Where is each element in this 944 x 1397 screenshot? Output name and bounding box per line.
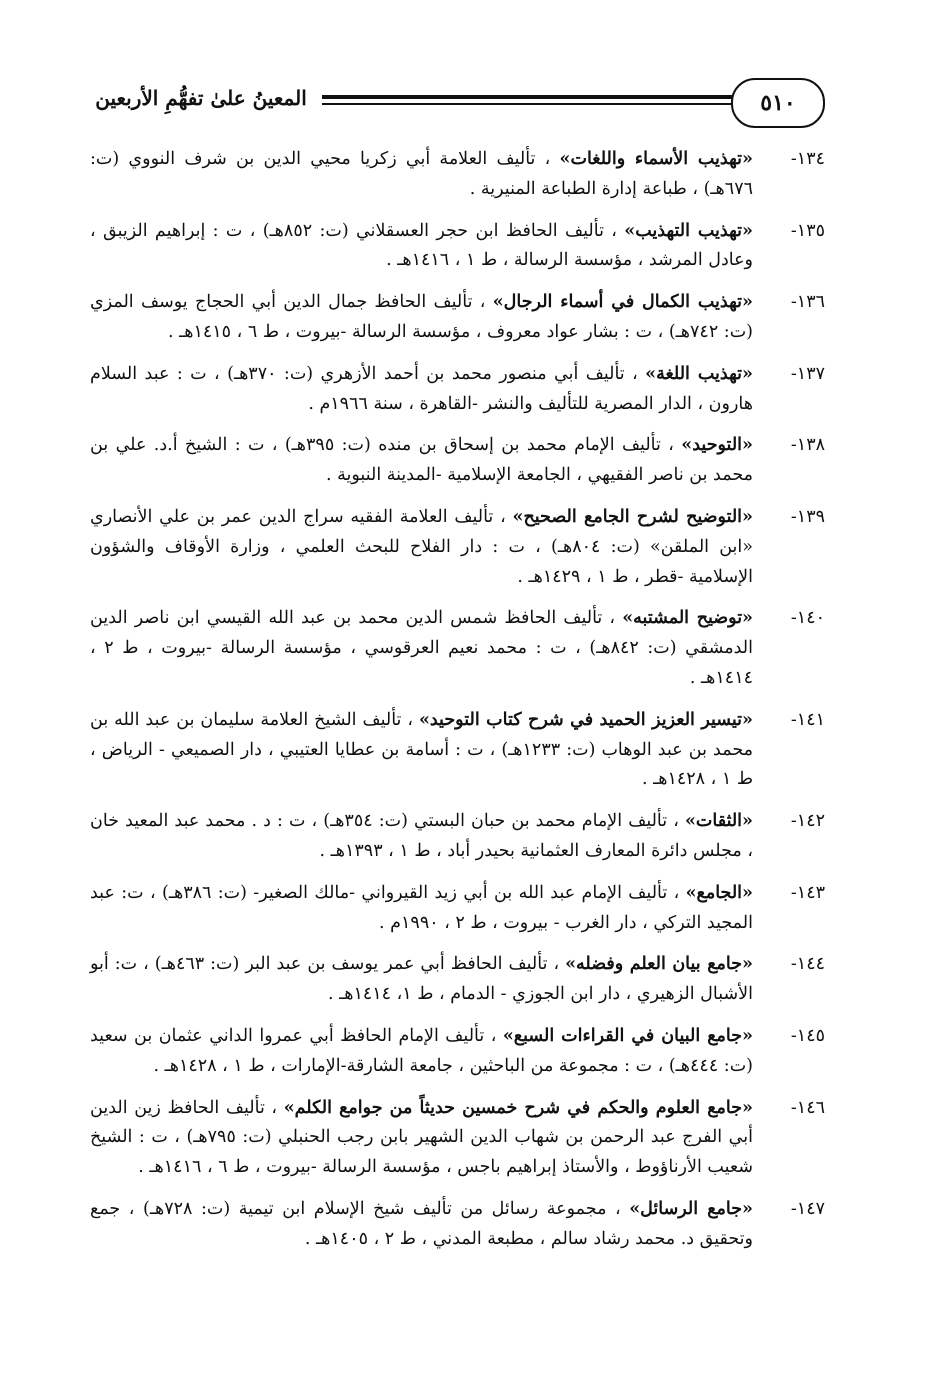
entry-details: ، تأليف الحافظ شمس الدين محمد بن عبد الله القيسي ابن ناصر الدين الدمشقي (ت: ٨٤٢هـ) ، ت : محمد نعيم العرقوسي ، مؤسسة الرسالة -بيروت ، ط ٢ ، ١٤١٤هـ .	[90, 608, 753, 688]
bibliography-entry	[90, 217, 825, 277]
bibliography-entry	[90, 807, 825, 867]
entry-number: ١٣٩-	[790, 506, 825, 527]
entry-number: ١٤٧-	[790, 1198, 825, 1219]
bibliography-entry	[90, 1094, 825, 1183]
bibliography-entry	[90, 950, 825, 1010]
bibliography-entry	[90, 145, 825, 205]
bibliography-entry	[90, 360, 825, 420]
bibliography-entry	[90, 604, 825, 693]
bibliography-entry	[90, 1195, 825, 1255]
entry-title: «جامع الرسائل»	[629, 1198, 753, 1219]
entry-title: «جامع العلوم والحكم في شرح خمسين حديثاً من جوامع الكلم»	[283, 1097, 753, 1118]
entry-number: ١٤٣-	[790, 882, 825, 903]
page-number: ٥١٠	[731, 78, 825, 128]
entry-title: «الثقات»	[684, 811, 753, 832]
entry-title: «جامع البيان في القراءات السبع»	[502, 1025, 753, 1046]
entry-number: ١٤٥-	[790, 1025, 825, 1046]
running-title: المعينُ علىٰ تفهُّمِ الأربعين	[95, 86, 307, 110]
entry-number: ١٣٧-	[790, 363, 825, 384]
bibliography-entry	[90, 431, 825, 491]
entry-title: «تهذيب اللغة»	[645, 363, 753, 384]
bibliography-entry	[90, 879, 825, 939]
entry-details: ، تأليف الإمام محمد بن إسحاق بن منده (ت: ٣٩٥هـ) ، ت : الشيخ أ.د. علي بن محمد بن ناصر الفقيهي ، الجامعة الإسلامية -المدينة النبوية .	[90, 435, 753, 486]
entry-number: ١٣٤-	[790, 149, 825, 169]
entry-details: ، تأليف الإمام محمد بن حبان البستي (ت: ٣٥٤هـ) ، ت : د . محمد عبد المعيد خان ، مجلس دائرة المعارف العثمانية بحيدر أباد ، ط ١ ، ١٣٩٣هـ .	[90, 811, 753, 861]
entry-number: ١٤٦-	[790, 1097, 825, 1118]
bibliography-list	[90, 145, 825, 1267]
entry-details: ، تأليف الحافظ جمال الدين أبي الحجاج يوسف المزي (ت: ٧٤٢هـ) ، ت : بشار عواد معروف ، مؤسسة الرسالة -بيروت ، ط ٦ ، ١٤١٥هـ .	[90, 292, 753, 342]
bibliography-entry	[90, 1022, 825, 1082]
page-header	[90, 78, 825, 126]
entry-number: ١٤٢-	[790, 811, 825, 832]
entry-number: ١٤٤-	[790, 954, 825, 975]
entry-title: «التوحيد»	[681, 435, 753, 456]
entry-title: «تيسير العزيز الحميد في شرح كتاب التوحيد»	[418, 709, 753, 730]
entry-details: ، تأليف أبي منصور محمد بن أحمد الأزهري (ت: ٣٧٠هـ) ، ت : عبد السلام هارون ، الدار المصرية للتأليف والنشر -القاهرة ، سنة ١٩٦٦م .	[90, 363, 753, 414]
entry-details: ، مجموعة رسائل من تأليف شيخ الإسلام ابن تيمية (ت: ٧٢٨هـ) ، جمع وتحقيق د. محمد رشاد سالم ، مطبعة المدني ، ط ٢ ، ١٤٠٥هـ .	[90, 1198, 753, 1249]
header-rule	[322, 95, 733, 107]
entry-details: ، تأليف الإمام عبد الله بن أبي زيد القيرواني -مالك الصغير- (ت: ٣٨٦هـ) ، ت: عبد المجيد التركي ، دار الغرب - بيروت ، ط ٢ ، ١٩٩٠م .	[90, 882, 753, 933]
entry-title: «جامع بيان العلم وفضله»	[565, 954, 753, 975]
entry-title: «تهذيب التهذيب»	[624, 220, 753, 241]
entry-title: «توضيح المشتبه»	[622, 608, 753, 629]
entry-details: ، تأليف الحافظ ابن حجر العسقلاني (ت: ٨٥٢هـ) ، ت : إبراهيم الزيبق ، وعادل المرشد ، مؤسسة الرسالة ، ط ١ ، ١٤١٦هـ .	[90, 220, 753, 271]
entry-number: ١٤٠-	[790, 608, 825, 629]
bibliography-entry	[90, 706, 825, 795]
entry-number: ١٤١-	[790, 709, 825, 730]
entry-details: ، تأليف الحافظ زين الدين أبي الفرج عبد الرحمن بن شهاب الدين الشهير بابن رجب الحنبلي (ت: ٧٩٥هـ) ، ت : الشيخ شعيب الأرناؤوط ، والأستاذ إبراهيم باجس ، مؤسسة الرسالة -بيروت ، ط ٦ ، ١٤١٦هـ .	[90, 1097, 753, 1178]
entry-number: ١٣٥-	[790, 220, 825, 241]
bibliography-entry	[90, 503, 825, 592]
entry-number: ١٣٨-	[790, 435, 825, 456]
entry-details: ، تأليف العلامة الفقيه سراج الدين عمر بن علي الأنصاري «ابن الملقن» (ت: ٨٠٤هـ) ، ت : دار الفلاح للبحث العلمي ، وزارة الأوقاف والشؤون الإسلامية -قطر ، ط ١ ، ١٤٢٩هـ .	[90, 506, 753, 587]
entry-number: ١٣٦-	[790, 292, 825, 313]
entry-details: ، تأليف العلامة أبي زكريا محيي الدين بن شرف النووي (ت: ٦٧٦هـ) ، طباعة إدارة الطباعة المنيرية .	[90, 149, 753, 199]
entry-title: «تهذيب الأسماء واللغات»	[559, 149, 753, 169]
entry-details: ، تأليف الحافظ أبي عمر يوسف بن عبد البر (ت: ٤٦٣هـ) ، ت: أبو الأشبال الزهيري ، دار ابن الجوزي - الدمام ، ط ١، ١٤١٤هـ .	[90, 954, 753, 1005]
entry-title: «الجامع»	[685, 882, 753, 903]
entry-title: «تهذيب الكمال في أسماء الرجال»	[492, 292, 753, 313]
entry-details: ، تأليف الشيخ العلامة سليمان بن عبد الله بن محمد بن عبد الوهاب (ت: ١٢٣٣هـ) ، ت : أسامة بن عطايا العتيبي ، دار الصميعي - الرياض ، ط ١ ، ١٤٢٨هـ .	[90, 709, 753, 790]
entry-title: «التوضيح لشرح الجامع الصحيح»	[512, 506, 753, 527]
entry-details: ، تأليف الإمام الحافظ أبي عمروا الداني عثمان بن سعيد (ت: ٤٤٤هـ) ، ت : مجموعة من الباحثين ، جامعة الشارقة-الإمارات ، ط ١ ، ١٤٢٨هـ .	[90, 1025, 753, 1076]
bibliography-entry	[90, 288, 825, 348]
